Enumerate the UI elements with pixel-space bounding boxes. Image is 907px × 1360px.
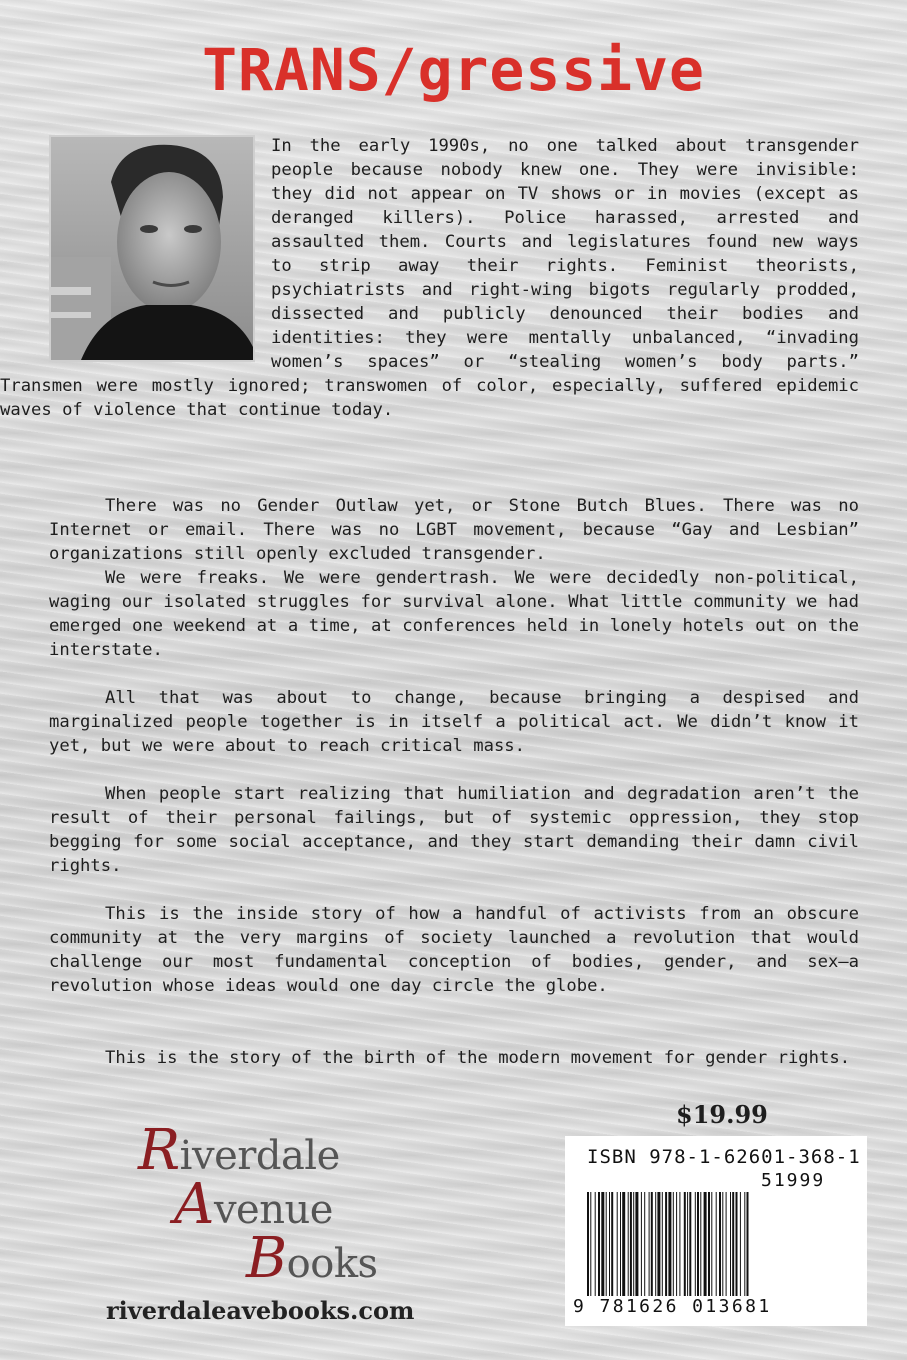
barcode-bar — [651, 1192, 653, 1296]
barcode-bar — [700, 1192, 701, 1296]
blurb-paragraph-3: We were freaks. We were gendertrash. We were decidedly non-political, waging our isolated struggles for survival alone. What little community we had emerged one weekend at a time, at conferences held in lonely hotels out on the interstate. — [49, 568, 859, 660]
barcode-bar — [633, 1192, 634, 1296]
barcode-bar — [722, 1192, 723, 1296]
price: $19.99 — [676, 1100, 768, 1129]
barcode-bar — [736, 1192, 738, 1296]
barcode-bar — [740, 1192, 741, 1296]
barcode-bar — [747, 1192, 749, 1296]
barcode-digits: 9 781626 013681 — [573, 1296, 772, 1317]
price-addon-code: 51999 — [761, 1170, 826, 1191]
barcode-bar — [598, 1192, 600, 1296]
barcode-bar — [590, 1192, 591, 1296]
barcode-bar — [630, 1192, 632, 1296]
book-title: TRANS/gressive — [202, 36, 705, 104]
blurb-paragraph-1: In the early 1990s, no one talked about transgender people because nobody knew one. They were invisible: they did not appear on TV shows or in movies (except as deranged killers). Police harassed, arrested and assaulted them. Courts and legislatures found new ways to strip away their rights. Feminist theorists, psychiatrists and right-wing bigots regularly prodded, dissected and publicly denounced their bodies and identities: they were mentally unbalanced, “invading women’s spaces” or “stealing women’s body parts.” Transmen were mostly ignored; transwomen of color, especially, suffered epidemic waves of violence that continue today. — [0, 136, 859, 420]
barcode-bar — [657, 1192, 660, 1296]
barcode-bar — [587, 1192, 589, 1296]
publisher-logo-line-2: Avenue — [174, 1172, 333, 1237]
isbn-barcode — [565, 1136, 867, 1326]
barcode-bar — [711, 1192, 712, 1296]
barcode-bar — [673, 1192, 674, 1296]
barcode-bar — [730, 1192, 731, 1296]
isbn-number: ISBN 978-1-62601-368-1 — [587, 1146, 861, 1168]
publisher-logo-line-1: Riverdale — [138, 1118, 340, 1183]
barcode-bar — [611, 1192, 613, 1296]
barcode-bar — [708, 1192, 710, 1296]
barcode-bar — [679, 1192, 680, 1296]
barcode-bar — [609, 1192, 610, 1296]
barcode-bar — [644, 1192, 645, 1296]
barcode-bar — [676, 1192, 677, 1296]
blurb-paragraph-6: This is the inside story of how a handful of activists from an obscure community at the very margins of society launched a revolution that would challenge our most fundamental conception of bodies, gender, and sex—a revolution whose ideas would one day circle the globe. — [49, 904, 859, 996]
barcode-bar — [617, 1192, 618, 1296]
barcode-bar — [716, 1192, 717, 1296]
barcode-bar — [655, 1192, 656, 1296]
publisher-website: riverdaleavebooks.com — [106, 1296, 415, 1325]
barcode-bar — [668, 1192, 671, 1296]
barcode-bars — [587, 1192, 849, 1296]
barcode-bar — [744, 1192, 745, 1296]
publisher-logo — [108, 1118, 428, 1296]
barcode-bar — [641, 1192, 642, 1296]
barcode-bar — [601, 1192, 604, 1296]
barcode-bar — [635, 1192, 638, 1296]
barcode-bar — [719, 1192, 721, 1296]
barcode-bar — [704, 1192, 707, 1296]
barcode-bar — [687, 1192, 688, 1296]
barcode-bar — [606, 1192, 607, 1296]
barcode-bar — [732, 1192, 734, 1296]
barcode-bar — [628, 1192, 629, 1296]
barcode-bar — [684, 1192, 686, 1296]
barcode-bar — [620, 1192, 621, 1296]
barcode-bar — [689, 1192, 691, 1296]
publisher-logo-line-3: Books — [246, 1226, 378, 1291]
barcode-bar — [726, 1192, 727, 1296]
barcode-bar — [662, 1192, 663, 1296]
blurb-paragraph-5: When people start realizing that humiliation and degradation aren’t the result of their personal failings, but of systemic oppression, they stop begging for some social acceptance, and they start demanding their damn civil rights. — [49, 784, 859, 876]
barcode-bar — [595, 1192, 596, 1296]
blurb-paragraph-7: This is the story of the birth of the modern movement for gender rights. — [105, 1048, 851, 1068]
barcode-bar — [697, 1192, 699, 1296]
barcode-bar — [665, 1192, 667, 1296]
barcode-bar — [695, 1192, 696, 1296]
blurb-paragraph-2: There was no Gender Outlaw yet, or Stone Butch Blues. There was no Internet or email. There was no LGBT movement, because “Gay and Lesbian” organizations still openly excluded transgender. — [49, 496, 859, 564]
barcode-bar — [649, 1192, 650, 1296]
blurb-paragraph-4: All that was about to change, because bringing a despised and marginalized people together is in itself a political act. We didn’t know it yet, but we were about to reach critical mass. — [49, 688, 859, 756]
barcode-bar — [622, 1192, 625, 1296]
